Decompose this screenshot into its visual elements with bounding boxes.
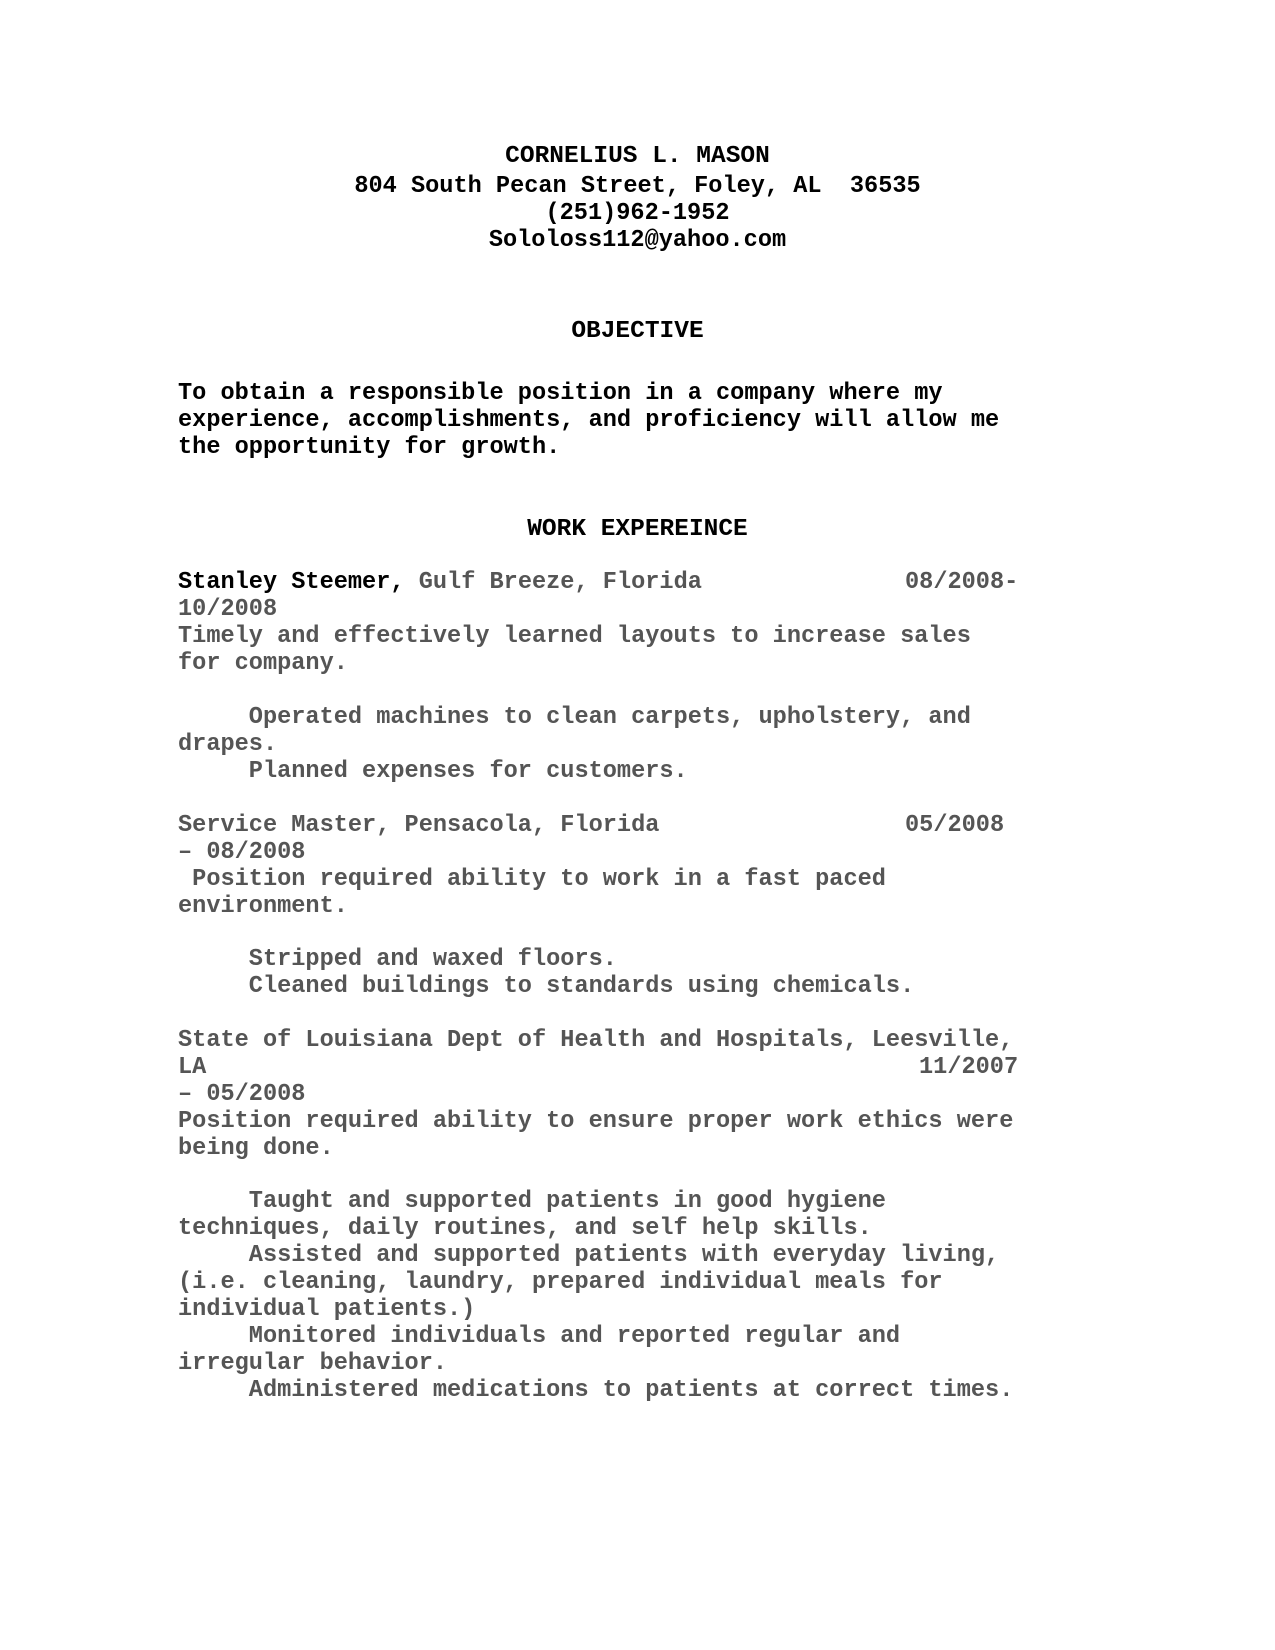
job-summary-line: for company. [178,650,348,677]
job-duty-line: Planned expenses for customers. [178,758,688,785]
objective-line: To obtain a responsible position in a company where my [178,380,943,407]
job-summary-line: environment. [178,893,348,920]
job-duty-line: Administered medications to patients at correct times. [178,1377,1014,1404]
job-summary-line: Position required ability to work in a fast paced [178,866,886,893]
job-duty-line: drapes. [178,731,278,758]
job-title-line: Service Master, Pensacola, Florida [178,812,660,839]
job-summary-line: being done. [178,1135,334,1162]
job-summary-line: Timely and effectively learned layouts to increase sales [178,623,971,650]
work-experience-heading: WORK EXPEREINCE [527,516,748,543]
job-duty-line: Cleaned buildings to standards using chemicals. [178,973,915,1000]
job-location: Gulf Breeze, Florida [404,569,702,596]
applicant-address: 804 South Pecan Street, Foley, AL 36535 [354,173,921,200]
job-date-end: – 08/2008 [178,839,306,866]
job-date-start: 11/2007 [919,1054,1019,1081]
job-date-end: – 05/2008 [178,1081,306,1108]
job-duty-line: irregular behavior. [178,1350,448,1377]
job-duty-line: Assisted and supported patients with everyday living, [178,1242,1000,1269]
job-state: LA [178,1054,207,1081]
applicant-phone: (251)962-1952 [545,200,730,227]
job-duty-line: techniques, daily routines, and self help skills. [178,1215,872,1242]
applicant-email: Sololoss112@yahoo.com [488,227,787,254]
applicant-name: CORNELIUS L. MASON [505,143,770,170]
objective-line: experience, accomplishments, and proficiency will allow me [178,407,1000,434]
job-title-line [178,569,702,597]
job-duty-line: individual patients.) [178,1296,476,1323]
job-duty-line: Operated machines to clean carpets, upholstery, and [178,704,971,731]
job-company-comma: , [390,569,405,596]
job-title-line: State of Louisiana Dept of Health and Hospitals, Leesville, [178,1027,1014,1054]
job-duty-line: Stripped and waxed floors. [178,946,617,973]
objective-line: the opportunity for growth. [178,434,561,461]
job-company: Stanley Steemer [178,569,391,596]
job-date-start: 08/2008- [905,569,1019,596]
objective-heading: OBJECTIVE [571,318,704,345]
job-date-end: 10/2008 [178,596,278,623]
job-summary-line: Position required ability to ensure proper work ethics were [178,1108,1014,1135]
job-duty-line: (i.e. cleaning, laundry, prepared individual meals for [178,1269,943,1296]
job-date-start: 05/2008 [905,812,1005,839]
job-duty-line: Monitored individuals and reported regular and [178,1323,901,1350]
job-duty-line: Taught and supported patients in good hygiene [178,1188,886,1215]
